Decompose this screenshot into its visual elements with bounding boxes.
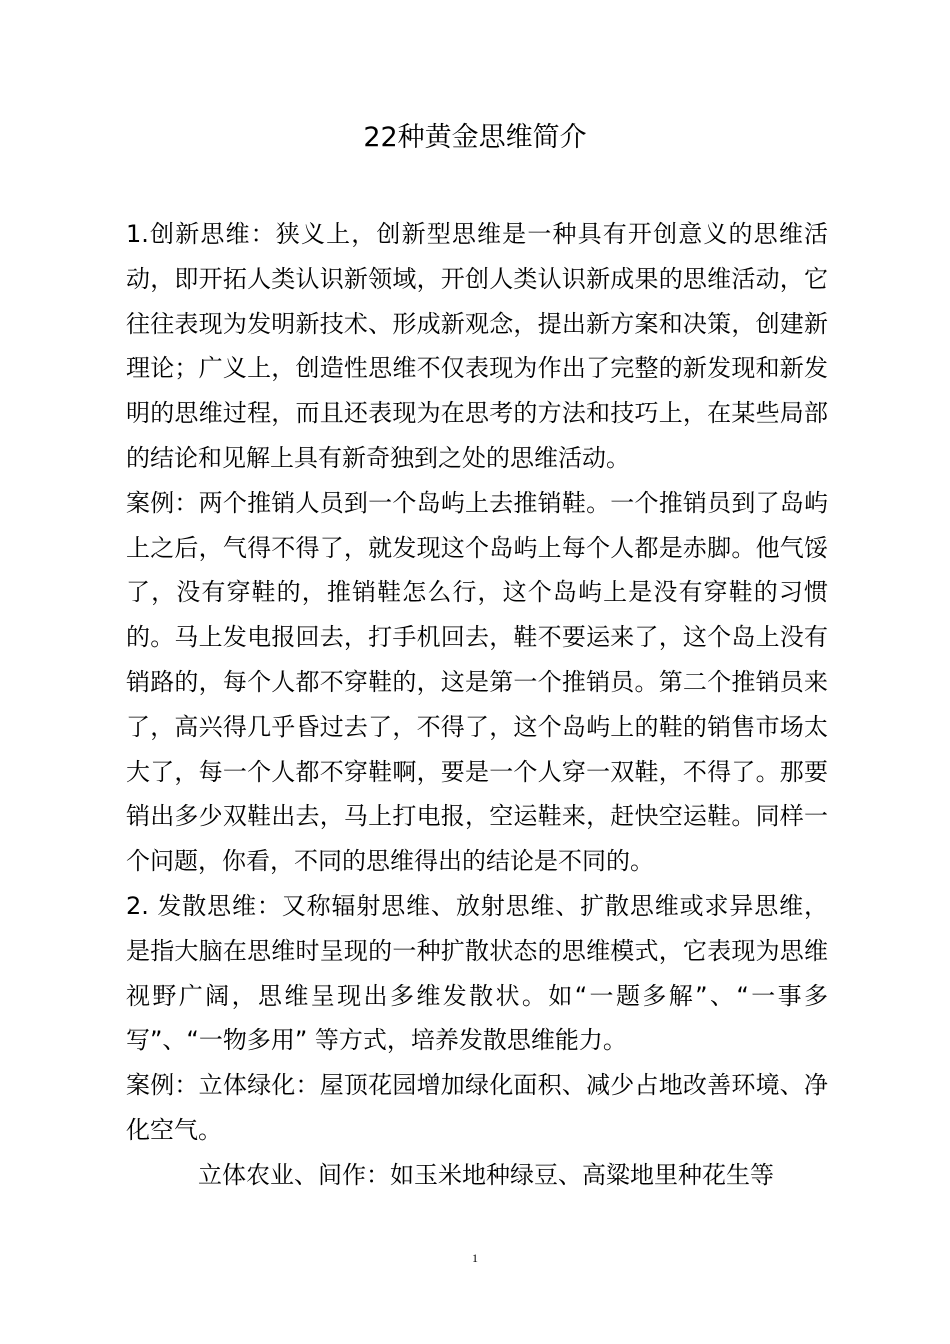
paragraph-divergent-thinking: 2. 发散思维：又称辐射思维、放射思维、扩散思维或求异思维，是指大脑在思维时呈现的一种扩散状态的思维模式，它表现为思维视野广阔，思维呈现出多维发散状。如“一题多解”、“一事多写”、“一物多用” 等方式，培养发散思维能力。	[126, 891, 828, 1055]
paragraph-divergent-case: 案例：立体绿化：屋顶花园增加绿化面积、减少占地改善环境、净化空气。	[126, 1071, 828, 1144]
paragraph-agriculture-example: 立体农业、间作：如玉米地种绿豆、高粱地里种花生等	[198, 1160, 774, 1189]
paragraph-creative-thinking: 1.创新思维：狭义上，创新型思维是一种具有开创意义的思维活动，即开拓人类认识新领域，开创人类认识新成果的思维活动，它往往表现为发明新技术、形成新观念，提出新方案和决策，创建新理论；广义上，创造性思维不仅表现为作出了完整的新发现和新发明的思维过程，而且还表现为在思考的方法和技巧上，在某些局部的结论和见解上具有新奇独到之处的思维活动。	[126, 220, 828, 472]
paragraph-creative-case: 案例：两个推销人员到一个岛屿上去推销鞋。一个推销员到了岛屿上之后，气得不得了，就发现这个岛屿上每个人都是赤脚。他气馁了，没有穿鞋的，推销鞋怎么行，这个岛屿上是没有穿鞋的习惯的。马上发电报回去，打手机回去，鞋不要运来了，这个岛上没有销路的，每个人都不穿鞋的，这是第一个推销员。第二个推销员来了，高兴得几乎昏过去了，不得了，这个岛屿上的鞋的销售市场太大了，每一个人都不穿鞋啊，要是一个人穿一双鞋，不得了。那要销出多少双鞋出去，马上打电报，空运鞋来，赶快空运鞋。同样一个问题，你看，不同的思维得出的结论是不同的。	[126, 488, 828, 876]
document-body	[126, 212, 828, 1198]
page-number: 1	[472, 1251, 478, 1265]
document-title: 22种黄金思维简介	[363, 122, 587, 153]
